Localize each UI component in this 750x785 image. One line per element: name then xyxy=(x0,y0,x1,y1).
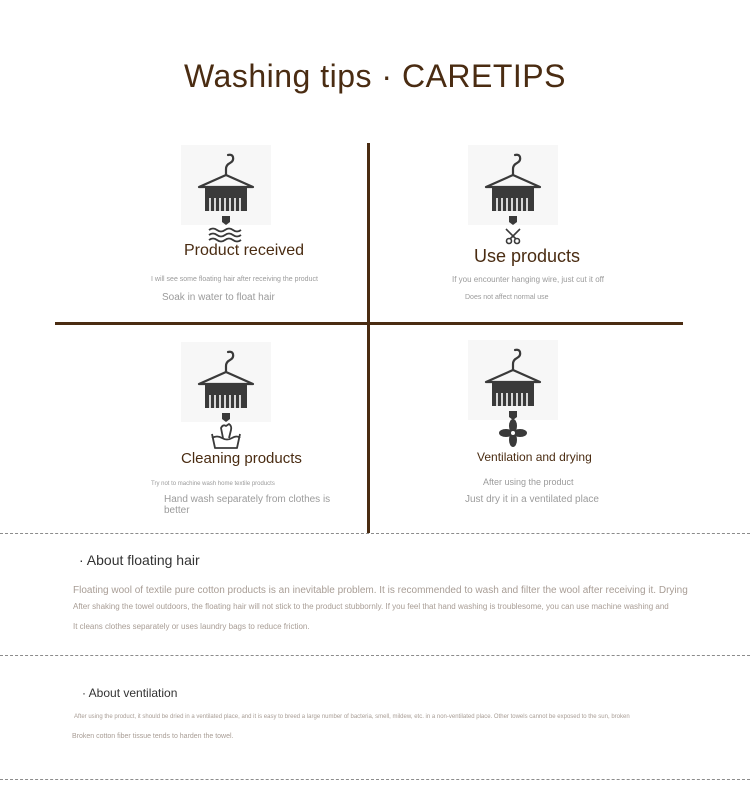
quadrant-line: I will see some floating hair after receiving the product xyxy=(151,276,318,283)
section-heading: · About ventilation xyxy=(82,686,178,700)
hanger-handwash-icon xyxy=(181,342,271,422)
quadrant-label: Ventilation and drying xyxy=(477,450,592,464)
section-text: After using the product, it should be dried in a ventilated place, and it is easy to breed a large number of bacteria, smell, mildew, etc. in a non-ventilated place. Other towels cannot be exposed to the sun, broken xyxy=(74,714,630,720)
section-text: Broken cotton fiber tissue tends to harden the towel. xyxy=(72,733,234,740)
section-divider xyxy=(0,533,750,534)
hanger-fan-icon xyxy=(468,340,558,420)
quadrant-line: Hand wash separately from clothes is xyxy=(164,494,331,505)
section-text: It cleans clothes separately or uses laundry bags to reduce friction. xyxy=(73,622,310,631)
quadrant-label: Use products xyxy=(474,246,581,266)
quadrant-label: Cleaning products xyxy=(181,450,302,467)
quadrant-label: Product received xyxy=(184,242,305,259)
vertical-divider xyxy=(367,143,370,533)
section-heading: · About floating hair xyxy=(79,552,200,568)
section-text: After shaking the towel outdoors, the floating hair will not stick to the product stubbornly. If you feel that hand washing is troublesome, you can use machine washing and xyxy=(73,602,669,611)
section-divider xyxy=(0,779,750,780)
page-title: Washing tips · CARETIPS xyxy=(184,58,566,94)
section-divider xyxy=(0,655,750,656)
quadrant-line: Soak in water to float hair xyxy=(162,292,275,303)
quadrant-line: Try not to machine wash home textile products xyxy=(151,481,275,487)
quadrant-line: Just dry it in a ventilated place xyxy=(465,494,599,505)
quadrant-line: If you encounter hanging wire, just cut it off xyxy=(452,275,604,284)
horizontal-divider xyxy=(55,322,683,325)
quadrant-line: better xyxy=(164,505,190,516)
quadrant-line: Does not affect normal use xyxy=(465,294,549,301)
section-text: Floating wool of textile pure cotton products is an inevitable problem. It is recommended to wash and filter the wool after receiving it. Drying xyxy=(73,585,688,596)
hanger-scissors-icon xyxy=(468,145,558,225)
hanger-water-icon xyxy=(181,145,271,225)
quadrant-line: After using the product xyxy=(483,477,574,487)
